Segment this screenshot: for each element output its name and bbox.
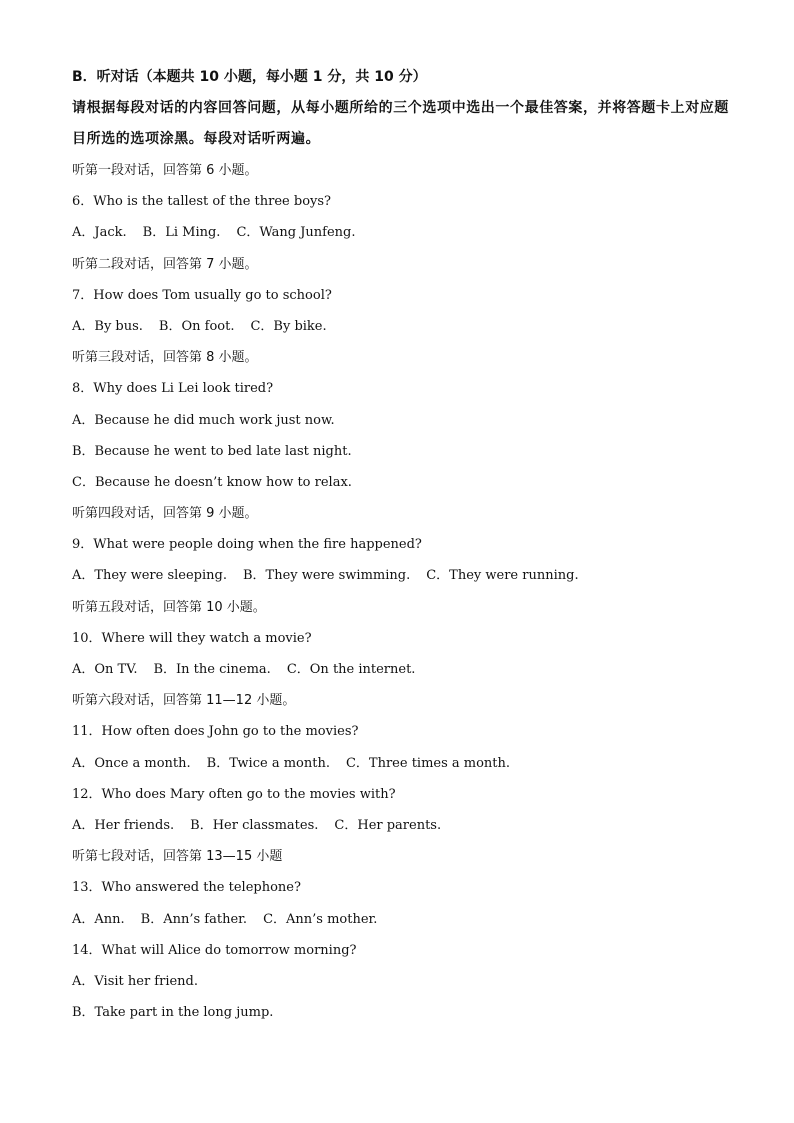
answer-option: C．Ann’s mother. bbox=[263, 911, 378, 927]
answer-option: A．Her friends. bbox=[72, 817, 175, 833]
dialogue-instruction: 听第四段对话，回答第 9 小题。 bbox=[72, 506, 258, 522]
dialogue-instruction: 听第五段对话，回答第 10 小题。 bbox=[72, 599, 266, 615]
dialogue-instruction: 听第六段对话，回答第 11—12 小题。 bbox=[72, 693, 296, 709]
answer-options bbox=[72, 560, 732, 591]
answer-option: A．Once a month. bbox=[72, 755, 191, 771]
answer-option: C．On the internet. bbox=[286, 662, 416, 677]
answer-option: A．They were sleeping. bbox=[72, 568, 227, 584]
answer-option: A．Ann. bbox=[72, 911, 125, 927]
dialogue-instruction: 听第三段对话，回答第 8 小题。 bbox=[72, 350, 258, 366]
answer-option: A．By bus. bbox=[72, 318, 143, 334]
answer-options bbox=[72, 904, 732, 935]
question-text: 11．How often does John go to the movies? bbox=[72, 724, 359, 740]
question-text: 6．Who is the tallest of the three boys? bbox=[72, 194, 332, 210]
answer-options bbox=[72, 654, 732, 685]
question-text: 14．What will Alice do tomorrow morning? bbox=[72, 942, 357, 958]
question-list bbox=[72, 155, 732, 1028]
question-text: C．Because he doesn’t know how to relax. bbox=[72, 474, 352, 490]
answer-option: B．Li Ming. bbox=[142, 225, 221, 241]
question-text: 7．How does Tom usually go to school? bbox=[72, 287, 332, 303]
question-text: A．Visit her friend. bbox=[72, 973, 199, 989]
answer-option: A．Jack. bbox=[72, 225, 127, 241]
answer-option: A．On TV. bbox=[72, 662, 138, 677]
question-text: A．Because he did much work just now. bbox=[72, 412, 335, 428]
exam-page bbox=[72, 62, 732, 1028]
answer-option: B．In the cinema. bbox=[153, 662, 271, 677]
answer-option: C．They were running. bbox=[426, 568, 579, 584]
section-title: B．听对话（本题共 10 小题，每小题 1 分，共 10 分） bbox=[72, 69, 427, 85]
answer-option: C．Three times a month. bbox=[345, 755, 511, 771]
answer-option: C．By bike. bbox=[250, 318, 327, 334]
answer-option: B．On foot. bbox=[158, 318, 235, 334]
question-text: 12．Who does Mary often go to the movies with? bbox=[72, 786, 396, 802]
question-text: 9．What were people doing when the fire happened? bbox=[72, 537, 422, 553]
question-text: 10．Where will they watch a movie? bbox=[72, 630, 312, 646]
answer-option: B．Twice a month. bbox=[206, 755, 330, 771]
dialogue-instruction: 听第一段对话，回答第 6 小题。 bbox=[72, 163, 258, 178]
answer-option: C．Her parents. bbox=[334, 817, 442, 833]
question-text: 13．Who answered the telephone? bbox=[72, 880, 301, 896]
dialogue-instruction: 听第七段对话，回答第 13—15 小题 bbox=[72, 849, 283, 865]
answer-option: B．Ann’s father. bbox=[140, 911, 248, 927]
answer-options bbox=[72, 810, 732, 841]
answer-options bbox=[72, 217, 732, 248]
question-text: 8．Why does Li Lei look tired? bbox=[72, 381, 274, 397]
question-text: B．Take part in the long jump. bbox=[72, 1005, 274, 1021]
answer-option: B．Her classmates. bbox=[190, 817, 319, 833]
dialogue-instruction: 听第二段对话，回答第 7 小题。 bbox=[72, 256, 258, 272]
answer-option: C．Wang Junfeng. bbox=[236, 225, 356, 241]
answer-options bbox=[72, 748, 732, 779]
section-instructions: 请根据每段对话的内容回答问题，从每小题所给的三个选项中选出一个最佳答案，并将答题卡上对应题目所选的选项涂黑。每段对话听两遍。 bbox=[72, 100, 729, 147]
answer-option: B．They were swimming. bbox=[243, 568, 411, 584]
question-text: B．Because he went to bed late last night. bbox=[72, 443, 352, 459]
answer-options bbox=[72, 311, 732, 342]
